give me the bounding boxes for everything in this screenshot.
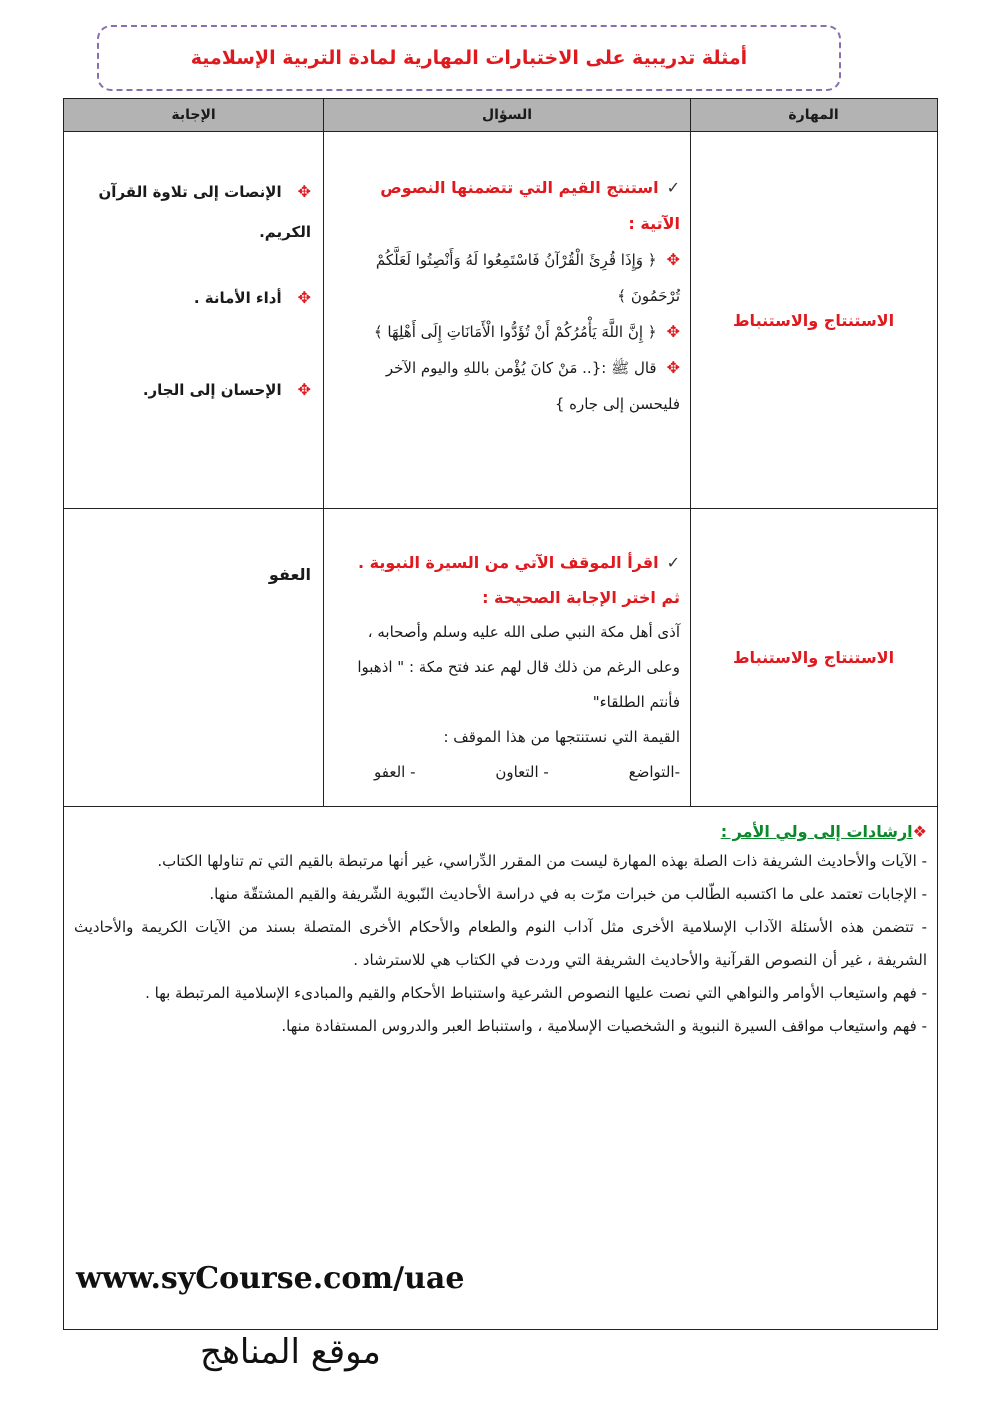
answer-cell (64, 509, 324, 806)
answer-text: العفو (268, 565, 311, 584)
question-item-text: قال ﷺ :{.. مَنْ كانَ يُؤْمن باللهِ واليوم الآخر فليحسن إلى جاره } (385, 359, 680, 413)
bullet-icon: ✥ (297, 288, 311, 307)
skill-cell: الاستنتاج والاستنباط (732, 310, 895, 330)
header-question: السؤال (324, 99, 691, 131)
table-row (64, 132, 937, 509)
question-item-text: ﴿ إِنَّ اللَّهَ يَأْمُرُكُمْ أَنْ تُؤَدُّوا الْأَمَانَاتِ إِلَى أَهْلِهَا ﴾ (373, 323, 657, 341)
bullet-icon: ✥ (297, 380, 311, 399)
site-url: www.syCourse.com/uae (76, 1261, 465, 1296)
question-cell (324, 132, 691, 508)
scenario-prompt: القيمة التي نستنتجها من هذا الموقف : (443, 728, 680, 746)
answer-text: الإحسان إلى الجار. (142, 381, 282, 399)
skill-cell: الاستنتاج والاستنباط (732, 648, 895, 667)
question-item-text: ﴿ وَإِذَا قُرِئَ الْقُرْآنُ فَاسْتَمِعُوا لَهُ وَأَنْصِتُوا لَعَلَّكُمْ تُرْحَمُونَ ﴾ (375, 251, 680, 305)
choice-item: -التواضع (628, 763, 680, 781)
choices-line (336, 755, 680, 790)
answer-item (74, 278, 311, 318)
note-item: - فهم واستيعاب الأوامر والنواهي التي نصت عليها النصوص الشرعية واستنباط الأحكام والقيم والمبادىء الإسلامية المرتبطة بها . (145, 984, 927, 1002)
table-row (64, 509, 937, 807)
choice-item: - التعاون (495, 763, 549, 781)
answer-item (74, 370, 311, 410)
answer-text: الإنصات إلى تلاوة القرآن الكريم. (98, 183, 311, 241)
question-item (336, 350, 680, 422)
note-item: - الإجابات تعتمد على ما اكتسبه الطّالب من خبرات مرّت به في دراسة الأحاديث النّبوية الشّريفة والقيم المشتقّة منها. (209, 885, 927, 903)
notes-title-text: ارشادات إلى ولي الأمر : (720, 822, 913, 841)
notes-row (64, 807, 937, 1329)
question-heading (336, 170, 680, 242)
question-heading-text: اقرأ الموقف الآتي من السيرة النبوية . ثم اختر الإجابة الصحيحة : (358, 553, 680, 607)
table-header-row (64, 99, 937, 132)
header-skill: المهارة (788, 107, 839, 123)
answer-item (74, 172, 311, 252)
note-item: - تتضمن هذه الأسئلة الآداب الإسلامية الأخرى مثل آداب النوم والطعام والأحكام الأخرى المتصلة بسند من الآيات الكريمة والأحاديث الشريفة ، غير أن النصوص القرآنية والأحاديث الشريفة التي وردت في الكتاب هي للاسترشاد . (74, 918, 927, 969)
question-heading (336, 545, 680, 615)
bullet-icon: ✥ (666, 358, 680, 377)
question-item (336, 314, 680, 350)
answer-text: أداء الأمانة . (193, 289, 282, 307)
title-box (97, 25, 841, 91)
check-icon: ✓ (666, 553, 680, 572)
notes-title (74, 819, 927, 845)
site-name: موقع المناهج (200, 1332, 381, 1372)
choice-item: - العفو (374, 763, 416, 781)
answer-cell (64, 132, 324, 508)
star-icon: ❖ (912, 822, 927, 841)
note-item: - الآيات والأحاديث الشريفة ذات الصلة بهذه المهارة ليست من المقرر الدِّراسي، غير أنها مرتبطة بالقيم التي تم تناولها الكتاب. (157, 852, 927, 870)
check-icon: ✓ (666, 178, 680, 197)
question-cell (324, 509, 691, 806)
question-heading-text: استنتج القيم التي تتضمنها النصوص الآتية : (380, 178, 680, 233)
bullet-icon: ✥ (666, 250, 680, 269)
bullet-icon: ✥ (666, 322, 680, 341)
question-item (336, 242, 680, 314)
skills-table (63, 98, 938, 1330)
guardian-notes (64, 807, 937, 1329)
page-title: أمثلة تدريبية على الاختبارات المهارية لمادة التربية الإسلامية (190, 47, 748, 69)
bullet-icon: ✥ (297, 182, 311, 201)
scenario-text: آذى أهل مكة النبي صلى الله عليه وسلم وأصحابه ، وعلى الرغم من ذلك قال لهم عند فتح مكة : " اذهبوا فأنتم الطلقاء" (357, 623, 680, 711)
note-item: - فهم واستيعاب مواقف السيرة النبوية و الشخصيات الإسلامية ، واستنباط العبر والدروس المستفادة منها. (281, 1017, 927, 1035)
header-answer: الإجابة (64, 99, 324, 131)
